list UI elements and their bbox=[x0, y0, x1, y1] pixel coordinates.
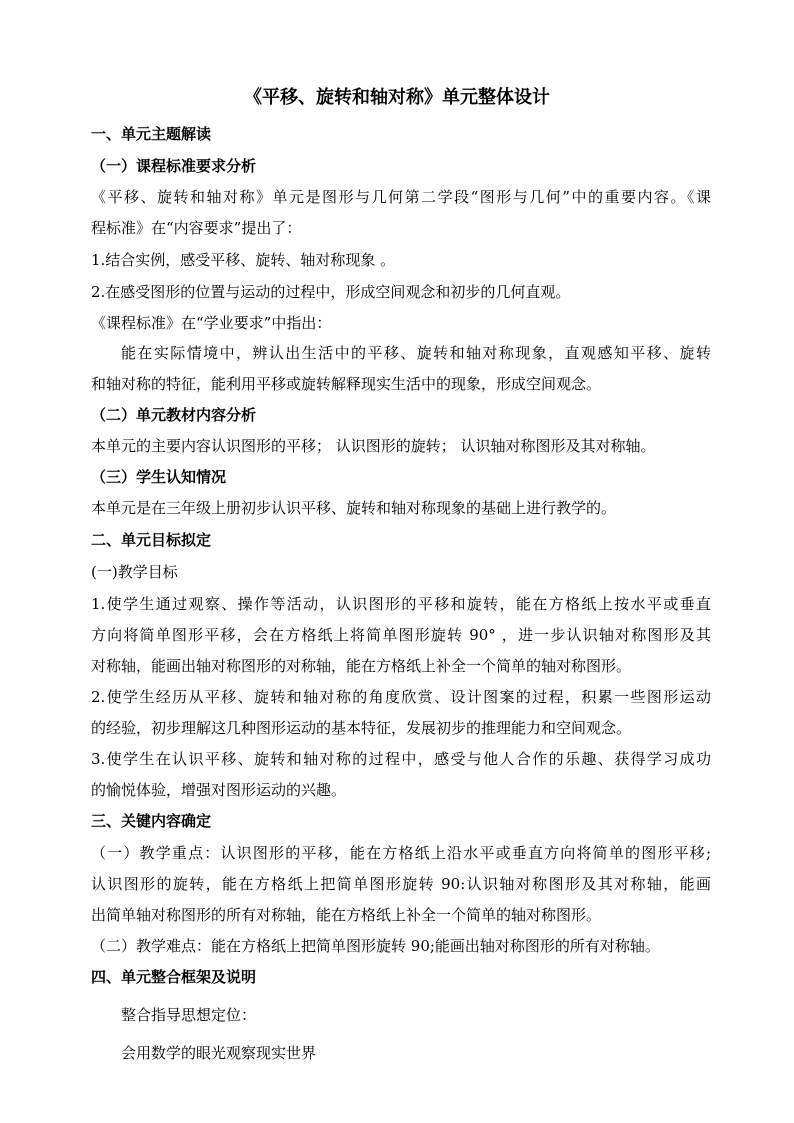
subsection-heading-1-3: （三）学生认知情况 bbox=[91, 468, 227, 486]
paragraph-line: 2.使学生经历从平移、旋转和轴对称的角度欣赏、设计图案的过程，积累一些图形运动 bbox=[91, 688, 711, 706]
paragraph-line: 的经验，初步理解这几种图形运动的基本特征，发展初步的推理能力和空间观念。 bbox=[91, 719, 632, 737]
paragraph-line: 方向将简单图形平移，会在方格纸上将简单图形旋转 90° ，进一步认识轴对称图形及其 bbox=[91, 626, 711, 644]
section-heading-3: 三、关键内容确定 bbox=[91, 812, 212, 830]
paragraph-line: 本单元是在三年级上册初步认识平移、旋转和轴对称现象的基础上进行教学的。 bbox=[91, 499, 617, 517]
paragraph-line: 对称轴，能画出轴对称图形的对称轴，能在方格纸上补全一个简单的轴对称图形。 bbox=[91, 657, 632, 675]
paragraph-line: 的愉悦体验，增强对图形运动的兴趣。 bbox=[91, 781, 347, 799]
list-item: 2.在感受图形的位置与运动的过程中，形成空间观念和初步的几何直观。 bbox=[91, 283, 571, 301]
document-title: 《平移、旋转和轴对称》单元整体设计 bbox=[244, 87, 550, 108]
paragraph-line: 3.使学生在认识平移、旋转和轴对称的过程中，感受与他人合作的乐趣、获得学习成功 bbox=[91, 750, 711, 768]
section-heading-1: 一、单元主题解读 bbox=[91, 125, 212, 143]
paragraph-line: 程标准》在“内容要求”提出了： bbox=[91, 219, 302, 237]
paragraph-line: 《平移、旋转和轴对称》单元是图形与几何第二学段“图形与几何”中的重要内容。《课 bbox=[91, 188, 711, 206]
paragraph-line: 本单元的主要内容认识图形的平移； 认识图形的旋转； 认识轴对称图形及其对称轴。 bbox=[91, 437, 656, 455]
list-item: 1.结合实例，感受平移、旋转、轴对称现象 。 bbox=[91, 251, 396, 269]
paragraph-line: （一）教学重点：认识图形的平移，能在方格纸上沿水平或垂直方向将简单的图形平移; bbox=[91, 844, 711, 862]
section-heading-4: 四、单元整合框架及说明 bbox=[91, 968, 257, 986]
paragraph-line: 会用数学的眼光观察现实世界 bbox=[121, 1044, 317, 1062]
paragraph-line: 能在实际情境中，辨认出生活中的平移、旋转和轴对称现象，直观感知平移、旋转 bbox=[121, 344, 711, 362]
subsection-heading-2-1: (一)教学目标 bbox=[91, 563, 178, 581]
paragraph-line: 认识图形的旋转，能在方格纸上把简单图形旋转 90:认识轴对称图形及其对称轴，能画 bbox=[91, 875, 711, 893]
paragraph-line: 整合指导思想定位： bbox=[121, 1006, 257, 1024]
subsection-heading-1-2: （二）单元教材内容分析 bbox=[91, 406, 257, 424]
paragraph-line: 和轴对称的特征，能利用平移或旋转解释现实生活中的现象，形成空间观念。 bbox=[91, 375, 602, 393]
subsection-heading-1-1: （一）课程标准要求分析 bbox=[91, 157, 257, 175]
paragraph-line: （二）教学难点：能在方格纸上把简单图形旋转 90;能画出轴对称图形的所有对称轴。 bbox=[91, 937, 660, 955]
section-heading-2: 二、单元目标拟定 bbox=[91, 531, 212, 549]
paragraph-line: 1.使学生通过观察、操作等活动，认识图形的平移和旋转，能在方格纸上按水平或垂直 bbox=[91, 595, 711, 613]
paragraph-line: 出简单轴对称图形的所有对称轴，能在方格纸上补全一个简单的轴对称图形。 bbox=[91, 906, 602, 924]
paragraph-line: 《课程标准》在“学业要求”中指出： bbox=[91, 314, 332, 332]
